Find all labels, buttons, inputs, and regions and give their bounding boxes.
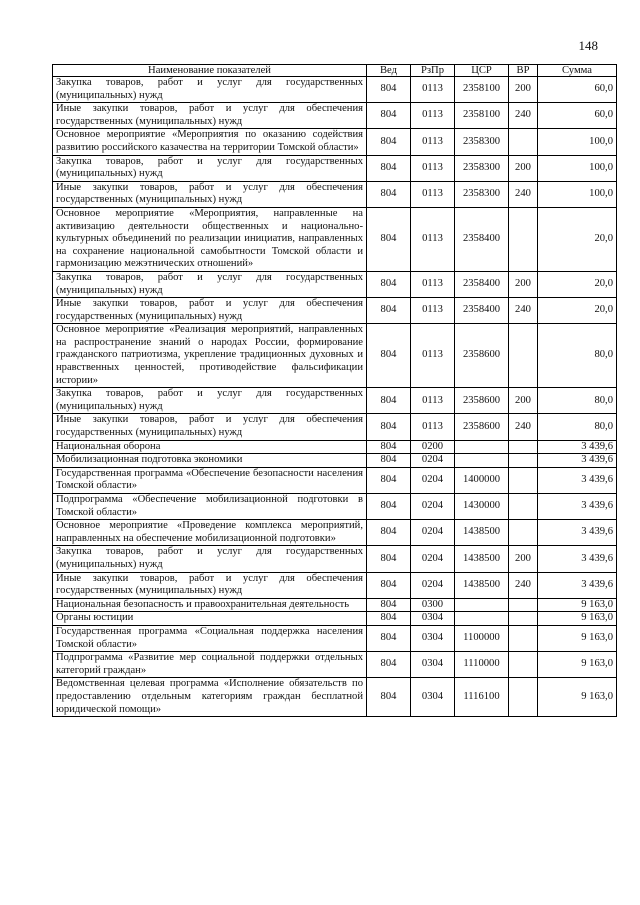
cell-sum: 100,0: [538, 181, 617, 207]
table-row: [53, 494, 617, 520]
table-row: [53, 572, 617, 598]
cell-csr: 2358300: [455, 129, 509, 155]
cell-csr: 1438500: [455, 546, 509, 572]
cell-sum: 9 163,0: [538, 678, 617, 717]
cell-name: Ведомственная целевая программа «Исполнение обязательств по предоставлению отдельным категориям граждан бесплатной юридической помощи»: [53, 678, 367, 717]
cell-name: Иные закупки товаров, работ и услуг для обеспечения государственных (муниципальных) нужд: [53, 414, 367, 440]
cell-name: Основное мероприятие «Реализация мероприятий, направленных на распространение знаний о народах России, формирование гражданского патриотизма, укрепление традиционных духовных и нравственных ценностей, противодействие фальсификации истории»: [53, 324, 367, 388]
cell-ved: 804: [367, 625, 411, 651]
cell-csr: 1400000: [455, 467, 509, 493]
table-body: [53, 77, 617, 717]
cell-rzpr: 0113: [411, 129, 455, 155]
cell-ved: 804: [367, 324, 411, 388]
page-number: 148: [578, 38, 598, 53]
table-row: [53, 207, 617, 271]
cell-vr: 200: [509, 155, 538, 181]
cell-name: Иные закупки товаров, работ и услуг для обеспечения государственных (муниципальных) нужд: [53, 572, 367, 598]
cell-name: Органы юстиции: [53, 612, 367, 626]
table-row: [53, 103, 617, 129]
cell-rzpr: 0113: [411, 271, 455, 297]
table-row: [53, 625, 617, 651]
cell-rzpr: 0200: [411, 440, 455, 454]
cell-ved: 804: [367, 454, 411, 468]
cell-csr: 1116100: [455, 678, 509, 717]
cell-sum: 60,0: [538, 77, 617, 103]
cell-ved: 804: [367, 598, 411, 612]
cell-name: Государственная программа «Социальная поддержка населения Томской области»: [53, 625, 367, 651]
cell-ved: 804: [367, 207, 411, 271]
cell-sum: 3 439,6: [538, 546, 617, 572]
table-row: [53, 612, 617, 626]
cell-vr: 240: [509, 414, 538, 440]
cell-rzpr: 0204: [411, 454, 455, 468]
cell-name: Основное мероприятие «Мероприятия по оказанию содействия развитию российского казачества на территории Томской области»: [53, 129, 367, 155]
table-row: [53, 546, 617, 572]
cell-rzpr: 0304: [411, 652, 455, 678]
cell-rzpr: 0204: [411, 520, 455, 546]
cell-vr: [509, 520, 538, 546]
cell-vr: [509, 207, 538, 271]
cell-vr: 200: [509, 546, 538, 572]
cell-ved: 804: [367, 155, 411, 181]
cell-name: Мобилизационная подготовка экономики: [53, 454, 367, 468]
cell-csr: 2358100: [455, 103, 509, 129]
cell-sum: 3 439,6: [538, 520, 617, 546]
cell-vr: [509, 494, 538, 520]
cell-sum: 9 163,0: [538, 598, 617, 612]
cell-csr: 2358400: [455, 298, 509, 324]
header-sum: Сумма: [538, 65, 617, 77]
cell-ved: 804: [367, 572, 411, 598]
cell-csr: 2358400: [455, 271, 509, 297]
cell-ved: 804: [367, 298, 411, 324]
cell-csr: 2358600: [455, 414, 509, 440]
cell-name: Национальная оборона: [53, 440, 367, 454]
cell-sum: 3 439,6: [538, 467, 617, 493]
cell-vr: 240: [509, 181, 538, 207]
cell-rzpr: 0113: [411, 324, 455, 388]
table-row: [53, 298, 617, 324]
cell-name: Закупка товаров, работ и услуг для государственных (муниципальных) нужд: [53, 271, 367, 297]
cell-name: Основное мероприятие «Мероприятия, направленные на активизацию деятельности общественных и национально-культурных объединений по реализации инициатив, направленных на сохранение национальной самобытности Томской области и гармонизацию межэтнических отношений»: [53, 207, 367, 271]
cell-ved: 804: [367, 612, 411, 626]
cell-rzpr: 0113: [411, 181, 455, 207]
cell-rzpr: 0113: [411, 298, 455, 324]
table-row: [53, 454, 617, 468]
cell-rzpr: 0304: [411, 678, 455, 717]
cell-csr: [455, 598, 509, 612]
cell-vr: [509, 467, 538, 493]
cell-rzpr: 0204: [411, 467, 455, 493]
cell-rzpr: 0204: [411, 546, 455, 572]
cell-csr: 1100000: [455, 625, 509, 651]
cell-ved: 804: [367, 414, 411, 440]
cell-ved: 804: [367, 652, 411, 678]
cell-ved: 804: [367, 181, 411, 207]
cell-name: Закупка товаров, работ и услуг для государственных (муниципальных) нужд: [53, 546, 367, 572]
cell-sum: 60,0: [538, 103, 617, 129]
table-row: [53, 652, 617, 678]
cell-name: Иные закупки товаров, работ и услуг для обеспечения государственных (муниципальных) нужд: [53, 181, 367, 207]
cell-ved: 804: [367, 467, 411, 493]
cell-name: Иные закупки товаров, работ и услуг для обеспечения государственных (муниципальных) нужд: [53, 103, 367, 129]
table-row: [53, 129, 617, 155]
header-ved: Вед: [367, 65, 411, 77]
cell-vr: [509, 652, 538, 678]
table-row: [53, 598, 617, 612]
cell-sum: 20,0: [538, 207, 617, 271]
cell-ved: 804: [367, 103, 411, 129]
table-row: [53, 440, 617, 454]
cell-name: Закупка товаров, работ и услуг для государственных (муниципальных) нужд: [53, 77, 367, 103]
cell-ved: 804: [367, 520, 411, 546]
cell-vr: [509, 678, 538, 717]
cell-vr: [509, 440, 538, 454]
cell-ved: 804: [367, 271, 411, 297]
cell-rzpr: 0113: [411, 77, 455, 103]
cell-sum: 100,0: [538, 155, 617, 181]
cell-vr: 240: [509, 572, 538, 598]
cell-vr: [509, 598, 538, 612]
cell-vr: 200: [509, 77, 538, 103]
cell-vr: [509, 324, 538, 388]
table-header-row: [53, 65, 617, 77]
cell-rzpr: 0204: [411, 494, 455, 520]
table-row: [53, 181, 617, 207]
cell-rzpr: 0304: [411, 625, 455, 651]
cell-ved: 804: [367, 546, 411, 572]
cell-sum: 100,0: [538, 129, 617, 155]
cell-sum: 3 439,6: [538, 454, 617, 468]
cell-csr: 1438500: [455, 520, 509, 546]
cell-vr: [509, 454, 538, 468]
cell-csr: 2358600: [455, 324, 509, 388]
cell-vr: [509, 612, 538, 626]
cell-sum: 80,0: [538, 324, 617, 388]
cell-vr: [509, 625, 538, 651]
cell-sum: 3 439,6: [538, 494, 617, 520]
cell-rzpr: 0113: [411, 155, 455, 181]
table-row: [53, 467, 617, 493]
cell-rzpr: 0304: [411, 612, 455, 626]
cell-name: Национальная безопасность и правоохранительная деятельность: [53, 598, 367, 612]
cell-csr: [455, 612, 509, 626]
cell-csr: 2358300: [455, 181, 509, 207]
table-row: [53, 271, 617, 297]
cell-sum: 3 439,6: [538, 572, 617, 598]
budget-table: [52, 64, 617, 717]
table-row: [53, 77, 617, 103]
header-csr: ЦСР: [455, 65, 509, 77]
cell-rzpr: 0113: [411, 103, 455, 129]
cell-name: Основное мероприятие «Проведение комплекса мероприятий, направленных на обеспечение мобилизационной подготовки»: [53, 520, 367, 546]
cell-csr: 2358100: [455, 77, 509, 103]
cell-sum: 20,0: [538, 271, 617, 297]
header-name: Наименование показателей: [53, 65, 367, 77]
cell-vr: 200: [509, 271, 538, 297]
cell-vr: 240: [509, 103, 538, 129]
cell-ved: 804: [367, 440, 411, 454]
cell-sum: 9 163,0: [538, 652, 617, 678]
cell-ved: 804: [367, 388, 411, 414]
cell-rzpr: 0113: [411, 207, 455, 271]
table-row: [53, 520, 617, 546]
cell-sum: 9 163,0: [538, 625, 617, 651]
cell-csr: 2358300: [455, 155, 509, 181]
cell-rzpr: 0113: [411, 388, 455, 414]
cell-csr: 2358600: [455, 388, 509, 414]
cell-csr: 1438500: [455, 572, 509, 598]
cell-name: Закупка товаров, работ и услуг для государственных (муниципальных) нужд: [53, 388, 367, 414]
cell-rzpr: 0113: [411, 414, 455, 440]
table-row: [53, 678, 617, 717]
cell-name: Закупка товаров, работ и услуг для государственных (муниципальных) нужд: [53, 155, 367, 181]
cell-sum: 9 163,0: [538, 612, 617, 626]
cell-name: Иные закупки товаров, работ и услуг для обеспечения государственных (муниципальных) нужд: [53, 298, 367, 324]
cell-sum: 20,0: [538, 298, 617, 324]
cell-vr: 240: [509, 298, 538, 324]
cell-csr: [455, 440, 509, 454]
cell-name: Государственная программа «Обеспечение безопасности населения Томской области»: [53, 467, 367, 493]
cell-ved: 804: [367, 494, 411, 520]
header-rzpr: РзПр: [411, 65, 455, 77]
cell-rzpr: 0204: [411, 572, 455, 598]
cell-csr: 1430000: [455, 494, 509, 520]
table-row: [53, 324, 617, 388]
cell-ved: 804: [367, 77, 411, 103]
cell-name: Подпрограмма «Обеспечение мобилизационной подготовки в Томской области»: [53, 494, 367, 520]
cell-csr: [455, 454, 509, 468]
header-vr: ВР: [509, 65, 538, 77]
cell-ved: 804: [367, 129, 411, 155]
cell-sum: 80,0: [538, 388, 617, 414]
cell-vr: 200: [509, 388, 538, 414]
cell-name: Подпрограмма «Развитие мер социальной поддержки отдельных категорий граждан»: [53, 652, 367, 678]
cell-csr: 1110000: [455, 652, 509, 678]
table-row: [53, 155, 617, 181]
cell-sum: 80,0: [538, 414, 617, 440]
cell-rzpr: 0300: [411, 598, 455, 612]
cell-vr: [509, 129, 538, 155]
cell-ved: 804: [367, 678, 411, 717]
table-row: [53, 414, 617, 440]
cell-sum: 3 439,6: [538, 440, 617, 454]
table-row: [53, 388, 617, 414]
cell-csr: 2358400: [455, 207, 509, 271]
